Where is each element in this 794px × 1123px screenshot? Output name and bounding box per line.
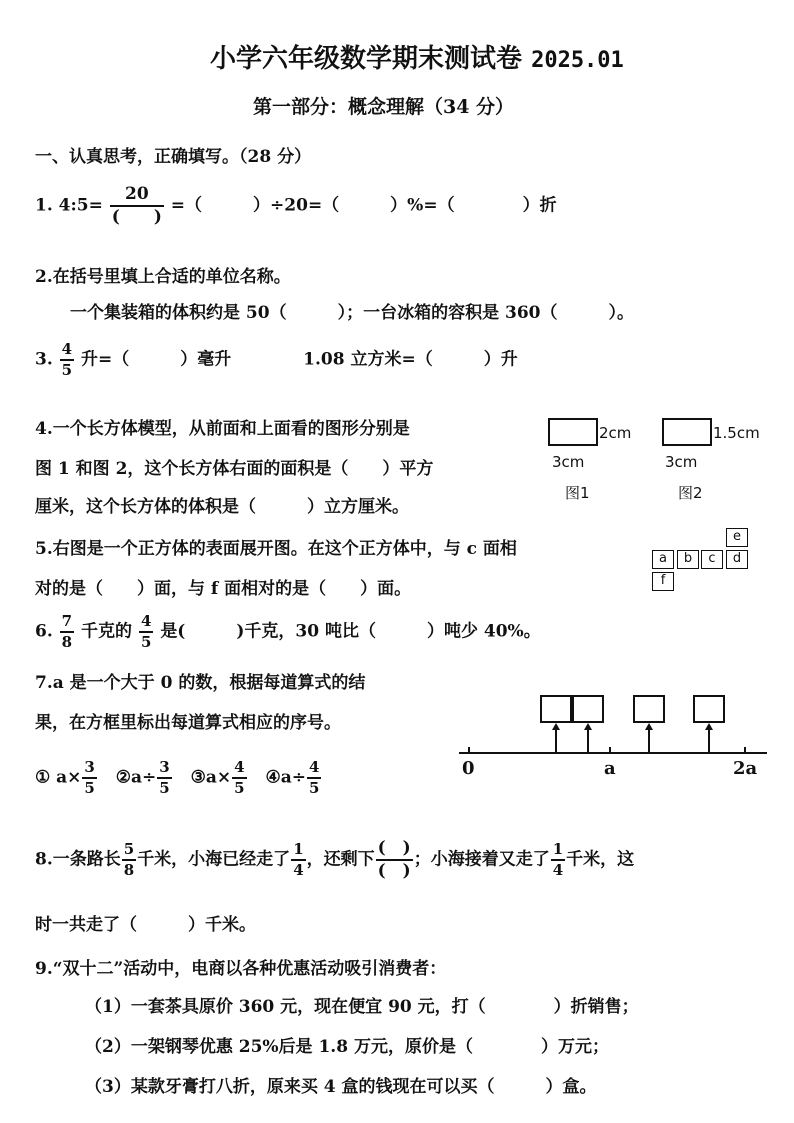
q6-number: 6. bbox=[35, 621, 53, 642]
paper-title bbox=[210, 38, 624, 75]
q8-answer-fraction bbox=[376, 840, 413, 880]
q7-option-3-label: ③a× bbox=[190, 767, 232, 788]
question-5-line1: 5.右图是一个正方体的表面展开图。在这个正方体中，与 c 面相 bbox=[35, 539, 517, 559]
question-5-line2: 对的是（ ）面，与 f 面相对的是（ ）面。 bbox=[35, 579, 412, 599]
q7-option-2 bbox=[116, 760, 173, 796]
q7-option-3-fraction bbox=[232, 760, 246, 796]
part-heading: 第一部分：概念理解（34 分） bbox=[253, 96, 515, 118]
q8-fraction-4-denominator: 4 bbox=[552, 861, 564, 879]
q8-fraction-4 bbox=[551, 842, 565, 878]
q6-fraction-2 bbox=[139, 614, 153, 650]
question-9-sub3: （3）某款牙膏打八折，原来买 4 盒的钱现在可以买（ ）盒。 bbox=[85, 1077, 597, 1097]
q7-option-1-denominator: 5 bbox=[84, 779, 95, 797]
q6-rest: 是( )千克，30 吨比（ ）吨少 40%。 bbox=[160, 621, 541, 642]
q6-mid: 千克的 bbox=[81, 621, 133, 642]
q8-fraction-2-denominator: 4 bbox=[293, 861, 304, 879]
q3-part2: 1.08 立方米=（ ）升 bbox=[303, 349, 518, 370]
arrowhead-2 bbox=[584, 723, 592, 730]
answer-box-3 bbox=[634, 696, 664, 722]
q7-option-3-numerator: 4 bbox=[232, 760, 246, 779]
q7-option-4-fraction bbox=[307, 760, 321, 796]
section-heading: 一、认真思考，正确填写。（28 分） bbox=[35, 147, 312, 167]
question-2-line2: 一个集装箱的体积约是 50（ ）；一台冰箱的容积是 360（ ）。 bbox=[70, 303, 634, 323]
q6-fraction-1-denominator: 8 bbox=[61, 633, 73, 651]
q7-option-2-numerator: 3 bbox=[157, 760, 171, 779]
answer-box-1 bbox=[541, 696, 571, 722]
q3-number: 3. bbox=[35, 349, 53, 370]
q7-option-4-numerator: 4 bbox=[307, 760, 321, 779]
question-9-line1: 9.“双十二”活动中，电商以各种优惠活动吸引消费者： bbox=[35, 959, 447, 979]
q7-option-3-denominator: 5 bbox=[234, 779, 245, 797]
q8-fraction-1-numerator: 5 bbox=[122, 842, 136, 861]
q7-option-1-numerator: 3 bbox=[82, 760, 96, 779]
q8-part4: ；小海接着又走了 bbox=[413, 849, 550, 870]
q7-option-1-label: ① a× bbox=[35, 767, 82, 788]
q1-fraction bbox=[110, 186, 164, 226]
figure-1-rectangle bbox=[548, 418, 598, 446]
q8-fraction-2 bbox=[291, 842, 305, 878]
question-7-line1: 7.a 是一个大于 0 的数，根据每道算式的结 bbox=[35, 673, 366, 693]
q8-part1: 8.一条路长 bbox=[35, 849, 121, 870]
cube-net-face-b: b bbox=[677, 550, 699, 569]
title-text: 小学六年级数学期末测试卷 bbox=[210, 44, 523, 74]
q8-fraction-2-numerator: 1 bbox=[291, 842, 305, 861]
question-4-line3: 厘米，这个长方体的体积是（ ）立方厘米。 bbox=[35, 497, 409, 517]
q8-fraction-1 bbox=[122, 842, 136, 878]
q7-option-4 bbox=[266, 760, 323, 796]
q6-fraction-1-numerator: 7 bbox=[60, 614, 74, 633]
cube-net-face-d: d bbox=[726, 550, 748, 569]
q1-fraction-numerator: 20 bbox=[110, 186, 164, 207]
arrowhead-4 bbox=[705, 723, 713, 730]
question-8-line2: 时一共走了（ ）千米。 bbox=[35, 915, 256, 935]
figure-2-side-label: 1.5cm bbox=[713, 424, 760, 442]
figure-2-caption: 图2 bbox=[678, 484, 703, 502]
q1-number: 1. bbox=[35, 195, 53, 216]
question-9-sub2: （2）一架钢琴优惠 25%后是 1.8 万元，原价是（ ）万元； bbox=[85, 1037, 609, 1057]
answer-box-4 bbox=[694, 696, 724, 722]
figure-1-caption: 图1 bbox=[565, 484, 590, 502]
question-4-line1: 4.一个长方体模型，从前面和上面看的图形分别是 bbox=[35, 419, 410, 439]
q6-fraction-2-denominator: 5 bbox=[140, 633, 152, 651]
q3-part1: 升=（ ）毫升 bbox=[81, 349, 232, 370]
q7-option-2-fraction bbox=[157, 760, 171, 796]
question-2-line1: 2.在括号里填上合适的单位名称。 bbox=[35, 267, 291, 287]
axis-label-a: a bbox=[604, 758, 616, 779]
q8-answer-numerator: ( ) bbox=[376, 840, 413, 861]
figure-1-side-label: 2cm bbox=[599, 424, 632, 442]
q8-fraction-1-denominator: 8 bbox=[123, 861, 135, 879]
question-9-sub1: （1）一套茶具原价 360 元，现在便宜 90 元，打（ ）折销售； bbox=[85, 997, 639, 1017]
question-8-line1 bbox=[35, 840, 634, 880]
q8-part2: 千米，小海已经走了 bbox=[137, 849, 291, 870]
question-4-line2: 图 1 和图 2，这个长方体右面的面积是（ ）平方 bbox=[35, 459, 434, 479]
cube-net-face-c: c bbox=[701, 550, 723, 569]
question-7-line2: 果，在方框里标出每道算式相应的序号。 bbox=[35, 713, 341, 733]
q1-fraction-denominator: ( ) bbox=[111, 207, 162, 227]
question-1 bbox=[35, 186, 557, 226]
figure-2-rectangle bbox=[662, 418, 712, 446]
exam-date: 2025.01 bbox=[531, 48, 624, 73]
q7-option-2-denominator: 5 bbox=[159, 779, 170, 797]
figure-2-bottom-label: 3cm bbox=[665, 453, 698, 471]
q8-fraction-4-numerator: 1 bbox=[551, 842, 565, 861]
axis-label-two-a: 2a bbox=[733, 758, 758, 779]
q7-option-2-label: ②a÷ bbox=[115, 767, 157, 788]
arrowhead-3 bbox=[645, 723, 653, 730]
q1-ratio: 4:5= bbox=[58, 195, 103, 216]
q3-fraction bbox=[60, 342, 74, 378]
q8-answer-denominator: ( ) bbox=[377, 861, 411, 881]
q8-part3: ，还剩下 bbox=[306, 849, 375, 870]
cube-net-face-a: a bbox=[652, 550, 674, 569]
arrowhead-1 bbox=[552, 723, 560, 730]
question-7-options bbox=[35, 760, 334, 796]
answer-box-2 bbox=[573, 696, 603, 722]
q3-fraction-numerator: 4 bbox=[60, 342, 74, 361]
q1-rest: =（ ）÷20=（ ）%=（ ）折 bbox=[170, 195, 557, 216]
q6-fraction-2-numerator: 4 bbox=[139, 614, 153, 633]
axis-label-zero: 0 bbox=[462, 758, 475, 779]
q6-fraction-1 bbox=[60, 614, 74, 650]
question-6 bbox=[35, 614, 541, 650]
q7-option-3 bbox=[191, 760, 248, 796]
q7-option-4-label: ④a÷ bbox=[265, 767, 306, 788]
cube-net-face-e: e bbox=[726, 528, 748, 547]
figure-1-bottom-label: 3cm bbox=[552, 453, 585, 471]
q7-option-1 bbox=[35, 760, 98, 796]
q8-part5: 千米，这 bbox=[566, 849, 635, 870]
q7-option-1-fraction bbox=[82, 760, 96, 796]
q3-fraction-denominator: 5 bbox=[61, 361, 73, 379]
question-3 bbox=[35, 342, 518, 378]
cube-net-face-f: f bbox=[652, 572, 674, 591]
q7-option-4-denominator: 5 bbox=[309, 779, 320, 797]
